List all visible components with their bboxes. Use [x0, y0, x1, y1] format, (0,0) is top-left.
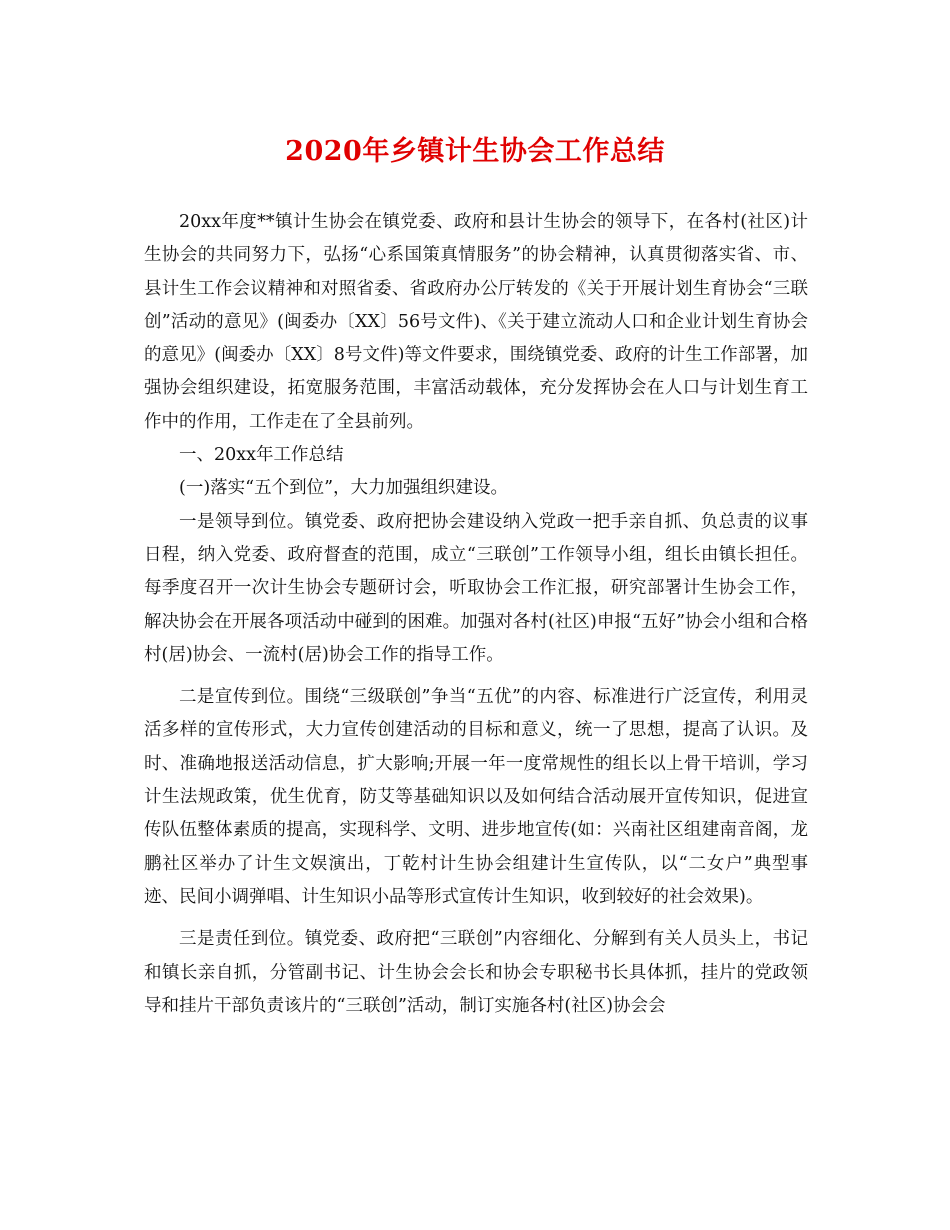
- paragraph-publicity: 二是宣传到位。围绕“三级联创”争当“五优”的内容、标准进行广泛宣传，利用灵活多样的宣传形式，大力宣传创建活动的目标和意义，统一了思想，提高了认识。及时、准确地报送活动信息，扩大影响;开展一年一度常规性的组长以上骨干培训，学习计生法规政策，优生优育，防艾等基础知识以及如何结合活动展开宣传知识，促进宣传队伍整体素质的提高，实现科学、文明、进步地宣传(如：兴南社区组建南音阁，龙鹏社区举办了计生文娱演出，丁乾村计生协会组建计生宣传队，以“二女户”典型事迹、民间小调弹唱、计生知识小品等形式宣传计生知识，收到较好的社会效果)。: [144, 687, 808, 907]
- paragraph-leadership: 一是领导到位。镇党委、政府把协会建设纳入党政一把手亲自抓、负总责的议事日程，纳入党委、政府督查的范围，成立“三联创”工作领导小组，组长由镇长担任。每季度召开一次计生协会专题研讨会，听取协会工作汇报，研究部署计生协会工作，解决协会在开展各项活动中碰到的困难。加强对各村(社区)申报“五好”协会小组和合格村(居)协会、一流村(居)协会工作的指导工作。: [144, 511, 808, 665]
- document-body: [144, 206, 808, 1023]
- subsection-heading: (一)落实“五个到位”，大力加强组织建设。: [179, 478, 509, 499]
- document-title: 2020年乡镇计生协会工作总结: [285, 136, 665, 167]
- paragraph-intro: 20xx年度**镇计生协会在镇党委、政府和县计生协会的领导下，在各村(社区)计生协会的共同努力下，弘扬“心系国策真情服务”的协会精神，认真贯彻落实省、市、县计生工作会议精神和对照省委、省政府办公厅转发的《关于开展计划生育协会“三联创”活动的意见》(闽委办〔XX〕56号文件)、《关于建立流动人口和企业计划生育协会的意见》(闽委办〔XX〕8号文件)等文件要求，围绕镇党委、政府的计生工作部署，加强协会组织建设，拓宽服务范围，丰富活动载体，充分发挥协会在人口与计划生育工作中的作用，工作走在了全县前列。: [144, 212, 808, 432]
- section-heading: 一、20xx年工作总结: [179, 445, 344, 466]
- paragraph-responsibility: 三是责任到位。镇党委、政府把“三联创”内容细化、分解到有关人员头上，书记和镇长亲自抓，分管副书记、计生协会会长和协会专职秘书长具体抓，挂片的党政领导和挂片干部负责该片的“三联创”活动，制订实施各村(社区)协会会: [144, 929, 808, 1016]
